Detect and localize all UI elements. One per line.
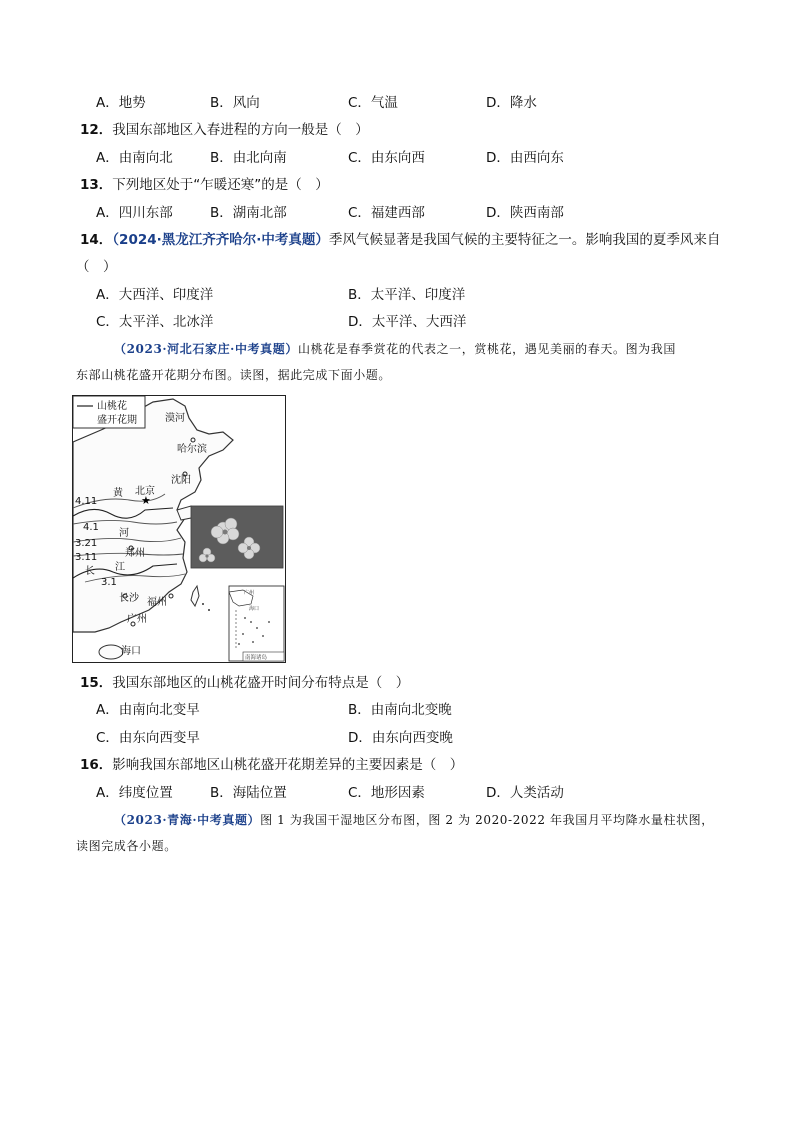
q16-option-d[interactable]: D．人类活动 [486,785,564,801]
q15-options-row1 [0,699,794,721]
south-china-sea-inset [229,586,284,661]
q15-stem [80,672,409,694]
q13-stem [80,174,329,196]
taiwan-island [191,586,199,606]
q12-options [0,147,794,169]
intro2-line2: 读图完成各小题。 [76,839,177,853]
q13-option-a[interactable]: A．四川东部 [96,205,173,221]
isoline-label-3-1: 3.1 [101,577,117,588]
q11-options [0,92,794,114]
q16-option-b[interactable]: B．海陆位置 [210,785,287,801]
city-label-fuzhou: 福州 [147,597,167,608]
q14-options-row2 [0,311,794,333]
q15-option-a[interactable]: A．由南向北变早 [96,702,200,718]
q13-options [0,202,794,224]
river-label-he: 河 [119,528,129,539]
q14-number: 14． [80,232,113,248]
q12-option-d[interactable]: D．由西向东 [486,150,564,166]
city-label-beijing: 北京 [135,486,155,497]
intro2-source: （2023·青海·中考真题） [114,813,261,827]
city-label-haikou: 海口 [121,646,141,657]
q14-option-a[interactable]: A．大西洋、印度洋 [96,287,214,303]
q14-option-b[interactable]: B．太平洋、印度洋 [348,287,466,303]
intro1-line2: 东部山桃花盛开花期分布图。读图，据此完成下面小题。 [76,368,392,382]
inset-caption: 南海诸岛 [245,655,268,661]
river-label-huang: 黄 [113,488,123,499]
map-legend-line1: 山桃花 [97,401,127,412]
city-label-shenyang: 沈阳 [171,475,191,486]
q11-option-a[interactable]: A．地势 [96,95,146,111]
inset-label-haikou: 海口 [249,606,260,612]
q11-option-d[interactable]: D．降水 [486,95,537,111]
river-label-chang: 长 [85,566,95,577]
q15-option-b[interactable]: B．由南向北变晚 [348,702,452,718]
q16-stem [80,754,463,776]
q16-option-c[interactable]: C．地形因素 [348,785,425,801]
inset-label-guangzhou: 广州 [244,590,255,596]
q13-option-c[interactable]: C．福建西部 [348,205,425,221]
isoline-label-3-21: 3.21 [75,538,98,549]
q13-number: 13． [80,177,113,193]
map-legend-line2: 盛开花期 [97,415,137,426]
peach-blossom-photo [191,506,283,568]
q13-text: 下列地区处于“乍暖还寒”的是（ ） [112,177,329,193]
city-label-harbin: 哈尔滨 [177,444,207,455]
isoline-label-3-11: 3.11 [75,552,98,563]
q14-answer-paren: （ ） [76,259,117,275]
q16-options [0,782,794,804]
q14-option-d[interactable]: D．太平洋、大西洋 [348,314,467,330]
q12-number: 12． [80,122,113,138]
q13-option-d[interactable]: D．陕西南部 [486,205,564,221]
q16-number: 16． [80,757,113,773]
q15-number: 15． [80,675,113,691]
intro1-line1: 山桃花是春季赏花的代表之一，赏桃花，遇见美丽的春天。图为我国 [297,342,676,356]
island-dot [202,603,204,605]
q12-option-c[interactable]: C．由东向西 [348,150,425,166]
city-label-guangzhou: 广州 [127,614,147,625]
q13-option-b[interactable]: B．湖南北部 [210,205,287,221]
q12-option-b[interactable]: B．由北向南 [210,150,287,166]
q11-option-b[interactable]: B．风向 [210,95,260,111]
q16-text: 影响我国东部地区山桃花盛开花期差异的主要因素是（ ） [112,757,464,773]
intro-dry-wet-regions [76,807,736,859]
q14-text: 季风气候显著是我国气候的主要特征之一。影响我国的夏季风来自 [328,232,721,248]
q12-text: 我国东部地区入春进程的方向一般是（ ） [112,122,369,138]
city-dot-fuzhou [169,594,173,598]
isoline-label-4-1: 4.1 [83,522,99,533]
q15-text: 我国东部地区的山桃花盛开时间分布特点是（ ） [112,675,410,691]
river-label-jiang: 江 [115,562,125,573]
intro1-source: （2023·河北石家庄·中考真题） [114,342,298,356]
q15-option-c[interactable]: C．由东向西变早 [96,730,200,746]
city-label-zhengzhou: 郑州 [125,548,145,559]
city-label-mohe: 漠河 [165,413,185,424]
q14-source: （2024·黑龙江齐齐哈尔·中考真题） [112,232,329,248]
q16-option-a[interactable]: A．纬度位置 [96,785,173,801]
intro2-line1: 图 1 为我国干湿地区分布图，图 2 为 2020-2022 年我国月平均降水量柱状图， [260,813,714,827]
q14-options-row1 [0,284,794,306]
q12-option-a[interactable]: A．由南向北 [96,150,173,166]
peach-blossom-map [72,395,286,663]
q15-option-d[interactable]: D．由东向西变晚 [348,730,453,746]
q14-option-c[interactable]: C．太平洋、北冰洋 [96,314,214,330]
q12-stem [80,119,369,141]
isoline-label-4-11: 4.11 [75,496,98,507]
beijing-star: ★ [141,494,151,507]
intro-peach-blossom [76,336,736,388]
city-label-changsha: 长沙 [119,593,139,604]
island-dot [208,609,210,611]
q15-options-row2 [0,727,794,749]
hainan-island [99,645,123,659]
q11-option-c[interactable]: C．气温 [348,95,398,111]
q14-stem [80,229,720,251]
